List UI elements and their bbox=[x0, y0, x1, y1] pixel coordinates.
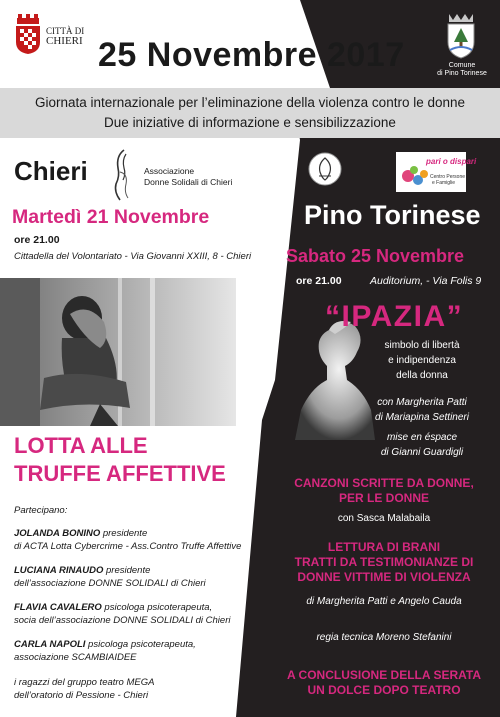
ipazia-cast bbox=[360, 395, 484, 425]
event-title-line1: LOTTA ALLE bbox=[14, 433, 148, 458]
ipazia-subtitle bbox=[360, 338, 484, 383]
chieri-event-title bbox=[14, 432, 226, 488]
participant-item bbox=[14, 676, 154, 702]
chieri-event-time: ore 21.00 bbox=[14, 234, 60, 246]
ipazia-subtitle-line3: della donna bbox=[396, 370, 448, 381]
chieri-logo-line1: CITTÀ DI bbox=[46, 26, 85, 36]
participant-item bbox=[14, 601, 230, 627]
reading-title bbox=[272, 540, 496, 585]
participant-name: CARLA NAPOLI bbox=[14, 639, 86, 650]
participant-item bbox=[14, 564, 206, 590]
cast-line1: con Margherita Patti bbox=[377, 397, 467, 408]
subtitle-line-2: Due iniziative di informazione e sensibilizzazione bbox=[104, 115, 396, 130]
chieri-coat-of-arms-icon bbox=[14, 14, 42, 54]
songs-performer: con Sasca Malabaila bbox=[337, 513, 431, 524]
pino-logo-text bbox=[428, 62, 496, 78]
reading-title-line2: TRATTI DA TESTIMONIANZE DI bbox=[294, 555, 474, 569]
mise-line1: mise en éspace bbox=[386, 432, 458, 443]
pino-event-time: ore 21.00 bbox=[296, 275, 342, 287]
technical-direction: regia tecnica Moreno Stefanini bbox=[316, 632, 452, 643]
participant-item bbox=[14, 638, 196, 664]
songs-title-line2: PER LE DONNE bbox=[338, 491, 429, 505]
chieri-event-date: Martedì 21 Novembre bbox=[12, 206, 210, 228]
pino-event-date: Sabato 25 Novembre bbox=[286, 246, 465, 266]
closing-line1: A CONCLUSIONE DELLA SERATA bbox=[287, 668, 481, 682]
participant-detail: associazione SCAMBIAIDEE bbox=[14, 652, 137, 663]
participant-name: LUCIANA RINAUDO bbox=[14, 565, 104, 576]
songs-title-line1: CANZONI SCRITTE DA DONNE, bbox=[294, 476, 474, 490]
participant-detail: dell’oratorio di Pessione - Chieri bbox=[14, 690, 149, 701]
subtitle-line-1: Giornata internazionale per l’eliminazione della violenza contro le donne bbox=[34, 95, 466, 110]
participant-role: presidente bbox=[100, 528, 148, 539]
ipazia-direction bbox=[360, 430, 484, 460]
pari-o-dispari-logo-icon bbox=[396, 152, 477, 192]
reading-performers: di Margherita Patti e Angelo Cauda bbox=[306, 596, 462, 607]
pari-dispari-tagline2: e Famiglie bbox=[432, 180, 456, 186]
association-name bbox=[144, 166, 232, 188]
ipazia-title: “IPAZIA” bbox=[325, 300, 464, 333]
woman-silhouette-logo-icon bbox=[108, 148, 136, 202]
pino-torinese-title: Pino Torinese bbox=[304, 200, 481, 230]
participant-detail: di ACTA Lotta Cybercrime - Ass.Contro Truffe Affettive bbox=[14, 541, 242, 552]
reading-title-line1: LETTURA DI BRANI bbox=[327, 540, 441, 554]
pino-logo-line1: Comune bbox=[448, 62, 476, 69]
participant-role: i ragazzi del gruppo teatro MEGA bbox=[14, 677, 155, 688]
participant-name: JOLANDA BONINO bbox=[14, 528, 101, 539]
circular-emblem-logo-icon bbox=[308, 152, 342, 186]
participant-detail: dell’associazione DONNE SOLIDALI di Chieri bbox=[14, 578, 206, 589]
woman-sitting-photo bbox=[0, 278, 236, 426]
participants-label: Partecipano: bbox=[14, 505, 68, 516]
chieri-logo-text bbox=[46, 26, 84, 46]
participant-name: FLAVIA CAVALERO bbox=[14, 602, 102, 613]
closing-line2: UN DOLCE DOPO TEATRO bbox=[307, 683, 461, 697]
main-date-title: 25 Novembre 2017 bbox=[98, 36, 405, 74]
ipazia-subtitle-line2: e indipendenza bbox=[388, 355, 456, 366]
chieri-logo-line2: CHIERI bbox=[46, 35, 83, 47]
pari-dispari-brand: pari o dispari bbox=[426, 157, 477, 166]
participant-detail: socia dell’associazione DONNE SOLIDALI di Chieri bbox=[14, 615, 231, 626]
pino-torinese-coat-of-arms-icon bbox=[444, 12, 478, 58]
participant-role: psicologa psicoterapeuta, bbox=[85, 639, 196, 650]
pino-event-place: Auditorium, - Via Folis 9 bbox=[370, 275, 482, 287]
ipazia-subtitle-line1: simbolo di libertà bbox=[384, 340, 460, 351]
mise-line2: di Gianni Guardigli bbox=[380, 447, 464, 458]
pari-dispari-tagline: Centro Persone bbox=[430, 174, 466, 180]
subtitle-band bbox=[0, 88, 500, 138]
chieri-event-place: Cittadella del Volontariato - Via Giovanni XXIII, 8 - Chieri bbox=[14, 251, 252, 262]
participant-role: presidente bbox=[103, 565, 151, 576]
reading-title-line3: DONNE VITTIME DI VIOLENZA bbox=[297, 570, 471, 584]
chieri-title: Chieri bbox=[14, 156, 88, 186]
participant-item bbox=[14, 527, 241, 553]
pino-logo-line2: di Pino Torinese bbox=[437, 70, 487, 77]
association-line1: Associazione bbox=[144, 166, 195, 176]
participant-role: psicologa psicoterapeuta, bbox=[101, 602, 213, 613]
songs-title bbox=[272, 476, 496, 506]
association-line2: Donne Solidali di Chieri bbox=[144, 177, 233, 187]
event-title-line2: TRUFFE AFFETTIVE bbox=[14, 461, 226, 486]
closing-note bbox=[272, 668, 496, 698]
cast-line2: di Mariapina Settineri bbox=[375, 412, 469, 423]
